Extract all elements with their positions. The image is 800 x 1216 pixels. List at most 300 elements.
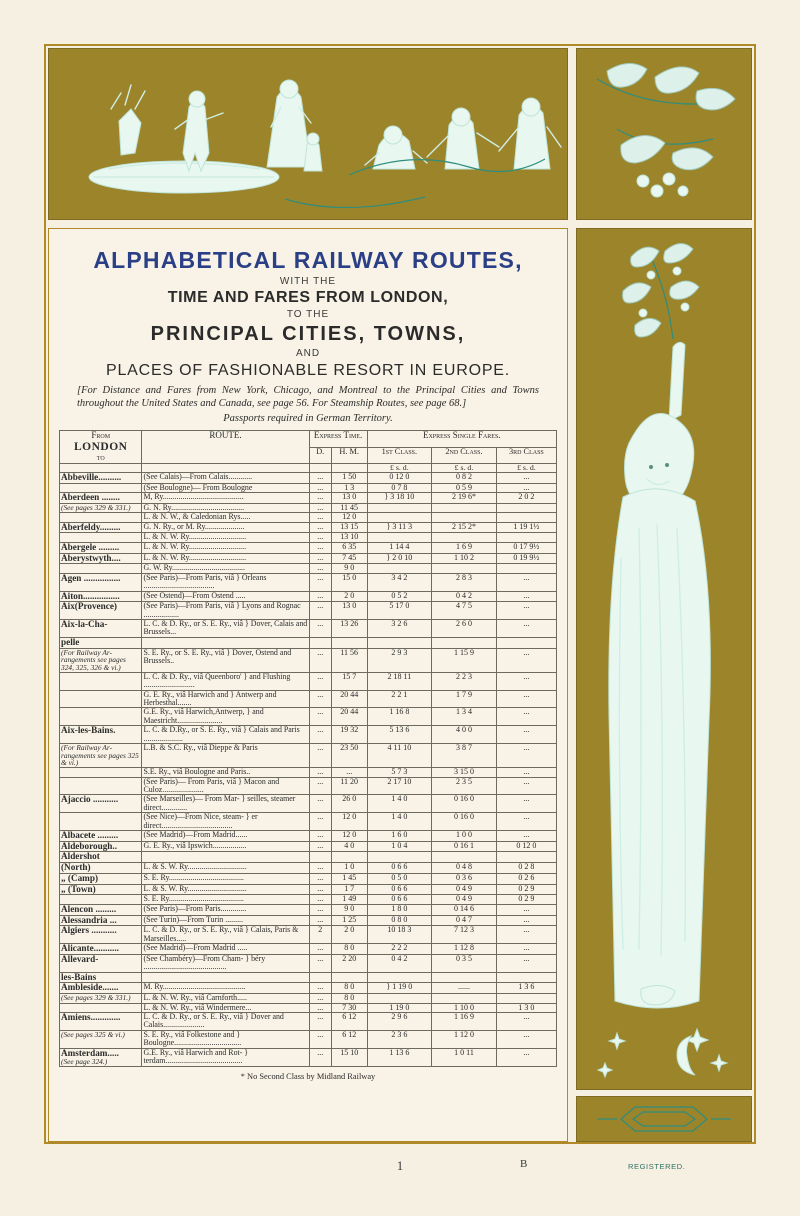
cell-second-class-fare: 3 15 0 — [432, 768, 497, 777]
cell-route: (See Calais)—From Calais............ — [142, 472, 309, 483]
col-header-from-label: From — [91, 430, 111, 441]
table-row[interactable] — [60, 591, 557, 602]
cell-first-class-fare — [367, 972, 432, 983]
table-row[interactable] — [60, 492, 557, 503]
table-row[interactable] — [60, 915, 557, 926]
cell-route: (See Turin)—From Turin ......... — [142, 915, 309, 926]
draped-figure-illustration — [577, 229, 751, 1089]
table-row[interactable] — [60, 895, 557, 904]
table-row[interactable] — [60, 672, 557, 690]
harvest-figures-illustration — [49, 49, 567, 219]
cell-days: ... — [309, 1048, 331, 1067]
cell-hours-minutes: 13 0 — [331, 492, 367, 503]
cell-days: ... — [309, 620, 331, 638]
cell-route: L. C. & D. Ry., or S. E. Ry., viâ } Dover and Calais..................... — [142, 1013, 309, 1031]
cell-first-class-fare: 2 3 6 — [367, 1030, 432, 1048]
table-row[interactable] — [60, 1030, 557, 1048]
cell-first-class-fare: 1 4 0 — [367, 813, 432, 831]
cell-second-class-fare: 1 16 9 — [432, 1013, 497, 1031]
cell-route — [142, 852, 309, 863]
col-header-route: ROUTE. — [142, 431, 309, 463]
cell-third-class-fare: 0 19 9½ — [496, 553, 556, 564]
table-row[interactable] — [60, 813, 557, 831]
cell-second-class-fare: 1 7 9 — [432, 690, 497, 708]
cell-hours-minutes: 20 44 — [331, 708, 367, 726]
cell-third-class-fare — [496, 637, 556, 648]
cell-first-class-fare: 4 11 10 — [367, 743, 432, 767]
main-content-column — [48, 228, 568, 1142]
table-row[interactable] — [60, 841, 557, 852]
cell-second-class-fare: 2 15 2* — [432, 522, 497, 533]
cell-first-class-fare — [367, 994, 432, 1003]
table-row[interactable] — [60, 637, 557, 648]
cell-third-class-fare: 0 2 8 — [496, 863, 556, 874]
cell-route: (See Nice)—From Nice, steam- } er direct.................................... — [142, 813, 309, 831]
cell-hours-minutes: 26 0 — [331, 795, 367, 813]
cell-third-class-fare: ... — [496, 954, 556, 972]
cell-route: (See Ostend)—From Ostend ..... — [142, 591, 309, 602]
cell-route: S. E. Ry., viâ Folkestone and } Boulogne.................................. — [142, 1030, 309, 1048]
cell-destination: Aldeborough.. — [60, 841, 142, 852]
cell-days: ... — [309, 983, 331, 994]
cell-third-class-fare: ... — [496, 813, 556, 831]
table-row[interactable] — [60, 726, 557, 744]
cell-destination — [60, 648, 142, 672]
cell-third-class-fare: ... — [496, 743, 556, 767]
cell-route: L. C. & D. Ry., or S. E. Ry., viâ } Calais, Paris & Marseilles..... — [142, 926, 309, 944]
cell-route: (See Madrid)—From Madrid...... — [142, 830, 309, 841]
cell-days: ... — [309, 944, 331, 955]
passport-note: Passports required in German Territory. — [223, 413, 393, 425]
cell-first-class-fare — [367, 564, 432, 573]
cell-first-class-fare: 2 9 6 — [367, 1013, 432, 1031]
cell-days: ... — [309, 483, 331, 492]
cell-second-class-fare: 7 12 3 — [432, 926, 497, 944]
table-row[interactable] — [60, 972, 557, 983]
cell-third-class-fare: ... — [496, 1030, 556, 1048]
cell-route: (See Chambéry)—From Cham- } béry .......................................... — [142, 954, 309, 972]
col-header-london: LONDON — [73, 440, 128, 453]
cell-route: L.B. & S.C. Ry., viâ Dieppe & Paris — [142, 743, 309, 767]
table-row[interactable] — [60, 503, 557, 512]
cell-first-class-fare: 3 2 6 — [367, 620, 432, 638]
cell-third-class-fare: ... — [496, 904, 556, 915]
cell-destination: Amiens............. — [60, 1013, 142, 1031]
cell-destination: Aix-les-Bains. — [60, 726, 142, 744]
cell-first-class-fare: } 3 11 3 — [367, 522, 432, 533]
cell-second-class-fare: 2 19 6* — [432, 492, 497, 503]
cell-first-class-fare: 2 18 11 — [367, 672, 432, 690]
cell-third-class-fare — [496, 852, 556, 863]
page-title-and: AND — [295, 348, 321, 359]
table-row[interactable] — [60, 1048, 557, 1067]
cell-days: ... — [309, 522, 331, 533]
cell-hours-minutes: 1 0 — [331, 863, 367, 874]
cell-hours-minutes: 19 32 — [331, 726, 367, 744]
cell-hours-minutes: 9 0 — [331, 564, 367, 573]
table-row[interactable] — [60, 708, 557, 726]
page-title-line3: PRINCIPAL CITIES, TOWNS, — [150, 323, 466, 345]
cell-days: 2 — [309, 926, 331, 944]
table-row[interactable] — [60, 777, 557, 795]
cell-second-class-fare: 1 12 0 — [432, 1030, 497, 1048]
cell-second-class-fare: 0 3 5 — [432, 954, 497, 972]
cell-second-class-fare: 1 12 8 — [432, 944, 497, 955]
col-header-days: D. — [309, 447, 331, 463]
cell-route: (See Paris)—From Paris, viâ } Orleans .................................... — [142, 573, 309, 591]
cell-days: ... — [309, 503, 331, 512]
table-row[interactable] — [60, 830, 557, 841]
cell-hours-minutes: 1 50 — [331, 472, 367, 483]
cell-route: L. C. & D.Ry., or S. E. Ry., viâ } Calais and Paris .................... — [142, 726, 309, 744]
cell-first-class-fare — [367, 503, 432, 512]
cell-third-class-fare — [496, 513, 556, 522]
cell-second-class-fare: 0 5 9 — [432, 483, 497, 492]
cell-second-class-fare: 2 2 3 — [432, 672, 497, 690]
cell-destination: Agen ................ — [60, 573, 142, 591]
lozenge-ornament-icon — [577, 1097, 751, 1141]
table-row[interactable] — [60, 852, 557, 863]
table-row[interactable] — [60, 863, 557, 874]
table-row[interactable] — [60, 564, 557, 573]
cell-third-class-fare: 0 17 9½ — [496, 542, 556, 553]
cell-first-class-fare: 0 7 8 — [367, 483, 432, 492]
cell-days: ... — [309, 564, 331, 573]
table-footnote: * No Second Class by Midland Railway — [240, 1072, 376, 1082]
cell-hours-minutes: 2 20 — [331, 954, 367, 972]
cell-days — [309, 637, 331, 648]
cell-route: G. E. Ry., viâ Ipswich................. — [142, 841, 309, 852]
table-row[interactable] — [60, 620, 557, 638]
cell-days: ... — [309, 533, 331, 542]
cell-destination-note: (See page 324.) — [61, 1057, 108, 1067]
cell-second-class-fare: 0 4 7 — [432, 915, 497, 926]
cell-first-class-fare: 1 14 4 — [367, 542, 432, 553]
cell-route: L. & S. W. Ry.............................. — [142, 863, 309, 874]
cell-days: ... — [309, 602, 331, 620]
col-header-express-fares: Express Single Fares. — [367, 431, 556, 448]
table-row[interactable] — [60, 573, 557, 591]
cell-destination: Abergele ......... — [60, 542, 142, 553]
cell-first-class-fare: 1 8 0 — [367, 904, 432, 915]
registered-mark: REGISTERED. — [628, 1162, 686, 1171]
cell-route: G.E. Ry., viâ Harwich and Rot- } terdam....................................... — [142, 1048, 309, 1067]
cell-hours-minutes: ... — [331, 768, 367, 777]
cell-first-class-fare: 5 17 0 — [367, 602, 432, 620]
cell-third-class-fare: ... — [496, 726, 556, 744]
table-row[interactable] — [60, 602, 557, 620]
cell-first-class-fare: 2 9 3 — [367, 648, 432, 672]
col-header-from — [60, 431, 142, 463]
cell-third-class-fare — [496, 994, 556, 1003]
cell-days: ... — [309, 1003, 331, 1012]
cell-destination: Albacete ......... — [60, 830, 142, 841]
cell-hours-minutes: 20 44 — [331, 690, 367, 708]
cell-destination — [60, 768, 142, 777]
cell-hours-minutes: 7 30 — [331, 1003, 367, 1012]
cell-second-class-fare: 1 15 9 — [432, 648, 497, 672]
cell-route: G. W. Ry..................................... — [142, 564, 309, 573]
table-row[interactable] — [60, 1013, 557, 1031]
table-row[interactable] — [60, 926, 557, 944]
cell-route: L. & N. W. Ry., viâ Carnforth..... — [142, 994, 309, 1003]
cell-destination-note: (See pages 329 & 331.) — [61, 502, 131, 512]
cell-second-class-fare: 3 8 7 — [432, 743, 497, 767]
cell-first-class-fare: 5 13 6 — [367, 726, 432, 744]
cell-second-class-fare: 1 3 4 — [432, 708, 497, 726]
cell-days: ... — [309, 492, 331, 503]
cell-route: L. C. & D. Ry., or S. E. Ry., viâ } Dover, Calais and Brussels... — [143, 619, 308, 637]
currency-third-class: £ s. d. — [496, 463, 556, 472]
cell-third-class-fare: ... — [496, 1013, 556, 1031]
cell-first-class-fare: 2 2 2 — [367, 944, 432, 955]
cell-hours-minutes: 13 15 — [331, 522, 367, 533]
cell-destination — [60, 503, 142, 512]
cell-days: ... — [309, 768, 331, 777]
cell-third-class-fare — [496, 533, 556, 542]
top-right-holly-panel — [576, 48, 752, 220]
col-header-express-time: Express Time. — [309, 431, 367, 448]
cell-third-class-fare: ... — [496, 672, 556, 690]
cell-days: ... — [309, 591, 331, 602]
fares-table-body — [60, 463, 557, 472]
cell-third-class-fare: ... — [496, 483, 556, 492]
cell-route: L. C. & D. Ry., viâ Queenboro' } and Flushing .......................... — [142, 672, 309, 690]
cell-destination — [60, 708, 142, 726]
cell-second-class-fare: 0 14 6 — [432, 904, 497, 915]
table-row[interactable] — [60, 472, 557, 483]
cell-second-class-fare: 4 0 0 — [432, 726, 497, 744]
table-row[interactable] — [60, 553, 557, 564]
cell-first-class-fare: 0 6 6 — [367, 863, 432, 874]
fares-table — [59, 430, 557, 1067]
cell-second-class-fare: 0 4 9 — [432, 884, 497, 895]
cell-third-class-fare: ... — [496, 768, 556, 777]
cell-second-class-fare — [432, 533, 497, 542]
cell-third-class-fare: ... — [496, 830, 556, 841]
table-row[interactable] — [60, 513, 557, 522]
cell-days: ... — [309, 777, 331, 795]
cell-first-class-fare: } 2 0 10 — [367, 553, 432, 564]
cell-third-class-fare: 1 19 1½ — [496, 522, 556, 533]
cell-days: ... — [309, 895, 331, 904]
table-row[interactable] — [60, 743, 557, 767]
cell-days: ... — [309, 726, 331, 744]
cell-days: ... — [309, 553, 331, 564]
cell-destination: Abbeville.......... — [60, 472, 142, 483]
cell-second-class-fare: ...... — [432, 983, 497, 994]
cell-route: S. E. Ry., or S. E. Ry., viâ } Dover, Ostend and Brussels.. — [142, 648, 309, 672]
cell-first-class-fare — [367, 852, 432, 863]
cell-hours-minutes: 8 0 — [331, 944, 367, 955]
right-figure-panel — [576, 228, 752, 1090]
cell-hours-minutes: 6 12 — [331, 1030, 367, 1048]
cell-destination: les-Bains — [60, 972, 142, 983]
cell-route: S. E. Ry...................................... — [142, 873, 309, 884]
cell-days: ... — [309, 513, 331, 522]
table-row[interactable] — [60, 522, 557, 533]
cell-first-class-fare: } 1 19 0 — [367, 983, 432, 994]
cell-destination: Alencon ......... — [60, 904, 142, 915]
cell-hours-minutes: 9 0 — [331, 904, 367, 915]
cell-days: ... — [309, 994, 331, 1003]
currency-first-class: £ s. d. — [367, 463, 432, 472]
cell-first-class-fare: 0 12 0 — [367, 472, 432, 483]
cell-destination — [60, 777, 142, 795]
cell-third-class-fare: ... — [496, 648, 556, 672]
table-row[interactable] — [60, 690, 557, 708]
table-row[interactable] — [60, 795, 557, 813]
cell-first-class-fare: 1 4 0 — [367, 795, 432, 813]
cell-hours-minutes: 15 7 — [331, 672, 367, 690]
table-row[interactable] — [60, 904, 557, 915]
table-row[interactable] — [60, 983, 557, 994]
cell-days: ... — [309, 472, 331, 483]
table-row[interactable] — [60, 884, 557, 895]
cell-first-class-fare: 0 8 0 — [367, 915, 432, 926]
cell-hours-minutes: 13 10 — [331, 533, 367, 542]
cell-route: G. N. Ry., or M. Ry.................... — [142, 522, 309, 533]
col-header-first-class: 1st Class. — [367, 447, 432, 463]
table-row[interactable] — [60, 768, 557, 777]
cell-destination: Aberfeldy......... — [60, 522, 142, 533]
col-header-second-class: 2nd Class. — [432, 447, 497, 463]
currency-second-class: £ s. d. — [432, 463, 497, 472]
cell-hours-minutes: 4 0 — [331, 841, 367, 852]
cell-second-class-fare: 4 7 5 — [432, 602, 497, 620]
cell-first-class-fare: 0 5 0 — [367, 873, 432, 884]
fares-table-head — [60, 431, 557, 463]
cell-third-class-fare: ... — [496, 926, 556, 944]
table-row[interactable] — [60, 483, 557, 492]
col-header-third-class: 3rd Class — [496, 447, 556, 463]
cell-destination: Allevard- — [60, 954, 142, 972]
cell-days: ... — [309, 904, 331, 915]
cell-hours-minutes — [331, 852, 367, 863]
cell-days: ... — [309, 813, 331, 831]
cell-second-class-fare: 1 6 9 — [432, 542, 497, 553]
cell-route: S.E. Ry., viâ Boulogne and Paris.. — [142, 768, 309, 777]
cell-days — [309, 852, 331, 863]
cell-third-class-fare: ... — [496, 944, 556, 955]
cell-third-class-fare — [496, 503, 556, 512]
cell-destination: pelle — [60, 637, 142, 648]
cell-first-class-fare: 3 4 2 — [367, 573, 432, 591]
cell-days: ... — [309, 690, 331, 708]
cell-first-class-fare: 10 18 3 — [367, 926, 432, 944]
cell-first-class-fare — [367, 513, 432, 522]
cell-route: L. & N. W. Ry., viâ Windermere... — [142, 1003, 309, 1012]
cell-first-class-fare: 2 17 10 — [367, 777, 432, 795]
table-row[interactable] — [60, 994, 557, 1003]
cell-second-class-fare — [432, 564, 497, 573]
table-row[interactable] — [60, 873, 557, 884]
cell-first-class-fare: 1 13 6 — [367, 1048, 432, 1067]
cell-days: ... — [309, 863, 331, 874]
cell-first-class-fare: 5 7 3 — [367, 768, 432, 777]
page-title-line1: ALPHABETICAL RAILWAY ROUTES, — [93, 247, 523, 273]
bottom-ornament-panel — [576, 1096, 752, 1142]
cell-third-class-fare: ... — [496, 620, 556, 638]
cell-second-class-fare: 0 4 9 — [432, 895, 497, 904]
cell-route: (See Paris)—From Paris, viâ } Lyons and Rognac .................. — [142, 602, 309, 620]
title-bracket-note: [For Distance and Fares from New York, Chicago, and Montreal to the Principal Cities and Towns throughout the United States and Canada, see page 56. For Steamship Routes, see page 68.] — [77, 385, 539, 410]
table-row[interactable] — [60, 944, 557, 955]
cell-destination-note: (See pages 329 & 331.) — [61, 993, 131, 1003]
page-title-line4: PLACES OF FASHIONABLE RESORT IN EUROPE. — [105, 362, 511, 379]
col-header-hours-minutes: H. M. — [331, 447, 367, 463]
cell-third-class-fare: ... — [496, 777, 556, 795]
cell-days: ... — [309, 672, 331, 690]
cell-days: ... — [309, 830, 331, 841]
cell-destination: Amsterdam..... (See page 324.) — [60, 1048, 142, 1067]
cell-first-class-fare: 0 5 2 — [367, 591, 432, 602]
table-row[interactable] — [60, 954, 557, 972]
cell-days: ... — [309, 795, 331, 813]
cell-hours-minutes: 8 0 — [331, 994, 367, 1003]
cell-route: (See Marseilles)— From Mar- } seilles, steamer direct............. — [142, 795, 309, 813]
cell-hours-minutes: 6 35 — [331, 542, 367, 553]
cell-first-class-fare: 0 4 2 — [367, 954, 432, 972]
cell-hours-minutes: 11 45 — [331, 503, 367, 512]
fares-rows — [60, 472, 557, 1066]
table-row[interactable] — [60, 648, 557, 672]
cell-route: L. & N. W., & Caledonian Rys..... — [142, 513, 309, 522]
cell-route: M, Ry......................................... — [142, 492, 309, 503]
cell-second-class-fare: 1 10 2 — [432, 553, 497, 564]
cell-route: L. & N. W. Ry............................. — [142, 533, 309, 542]
cell-hours-minutes: 1 3 — [331, 483, 367, 492]
cell-first-class-fare: 1 6 0 — [367, 830, 432, 841]
cell-route — [142, 637, 309, 648]
cell-hours-minutes: 1 45 — [331, 873, 367, 884]
top-left-illustration-panel — [48, 48, 568, 220]
cell-hours-minutes: 8 0 — [331, 983, 367, 994]
cell-hours-minutes: 13 26 — [331, 620, 367, 638]
cell-hours-minutes: 2 0 — [331, 591, 367, 602]
cell-days: ... — [309, 873, 331, 884]
table-row[interactable] — [60, 542, 557, 553]
cell-second-class-fare: 0 16 0 — [432, 813, 497, 831]
cell-destination: Ajaccio ........... — [60, 795, 142, 813]
cell-second-class-fare — [432, 994, 497, 1003]
cell-route: M. Ry.......................................... — [142, 983, 309, 994]
cell-second-class-fare: 1 10 0 — [432, 1003, 497, 1012]
cell-third-class-fare — [496, 972, 556, 983]
cell-third-class-fare: ... — [496, 602, 556, 620]
table-row[interactable] — [60, 533, 557, 542]
cell-hours-minutes: 15 0 — [331, 573, 367, 591]
cell-third-class-fare: ... — [496, 591, 556, 602]
cell-destination: (North) — [60, 863, 142, 874]
cell-third-class-fare: 1 3 0 — [496, 1003, 556, 1012]
cell-destination: Aldershot — [60, 852, 142, 863]
cell-third-class-fare: 0 12 0 — [496, 841, 556, 852]
cell-days: ... — [309, 542, 331, 553]
cell-third-class-fare — [496, 564, 556, 573]
cell-third-class-fare: ... — [496, 708, 556, 726]
table-row[interactable] — [60, 1003, 557, 1012]
cell-first-class-fare — [367, 533, 432, 542]
page-folio: 1 — [396, 1158, 404, 1173]
cell-route: G. N. Ry..................................... — [142, 503, 309, 512]
cell-second-class-fare: 0 8 2 — [432, 472, 497, 483]
cell-third-class-fare: ... — [496, 795, 556, 813]
cell-route: (See Paris)— From Paris, viâ } Macon and Culoz..................... — [142, 777, 309, 795]
cell-second-class-fare: 0 3 6 — [432, 873, 497, 884]
cell-route: (See Boulogne)— From Boulogne — [142, 483, 309, 492]
cell-route: S. E. Ry...................................... — [142, 895, 309, 904]
